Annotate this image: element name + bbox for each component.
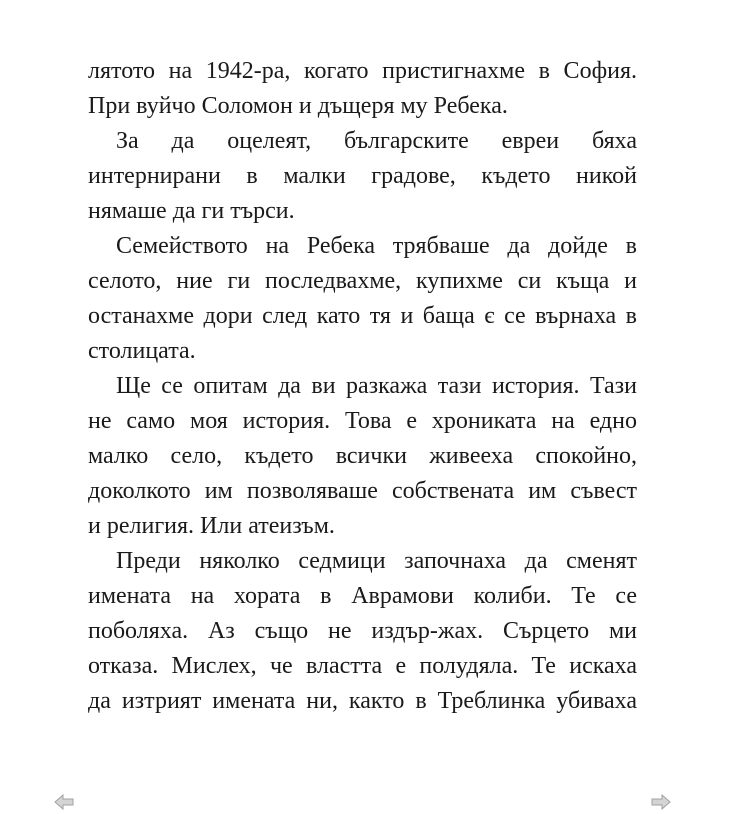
text-line: столицата. [88, 338, 196, 364]
text-line: имената на хората в Аврамови колиби. Те се [88, 583, 637, 609]
paragraph [88, 124, 637, 229]
text-line: малко село, където всички живееха спокойно, [88, 443, 637, 469]
paragraph [88, 229, 637, 369]
text-line: лятото на 1942-ра, когато пристигнахме в София. [88, 58, 637, 84]
text-line: и религия. Или атеизъм. [88, 513, 335, 539]
arrow-right-icon [651, 794, 671, 810]
arrow-left-icon [54, 794, 74, 810]
text-line: поболяха. Аз също не издър-жах. Сърцето ми [88, 618, 637, 644]
page-text [88, 54, 637, 719]
text-line: Преди няколко седмици започнаха да сменят [116, 548, 637, 574]
text-line: нямаше да ги търси. [88, 198, 295, 224]
text-line: селото, ние ги последвахме, купихме си къща и [88, 268, 637, 294]
text-line: да изтрият имената ни, както в Треблинка убиваха [88, 688, 637, 714]
text-line: доколкото им позволяваше собствената им съвест [88, 478, 637, 504]
text-line: останахме дори след като тя и баща є се върнаха в [88, 303, 637, 329]
text-line: интернирани в малки градове, където никой [88, 163, 637, 189]
previous-page-button[interactable] [54, 794, 74, 810]
text-line: не само моя история. Това е хрониката на едно [88, 408, 637, 434]
paragraph [88, 54, 637, 124]
text-line: За да оцелеят, българските евреи бяха [116, 128, 637, 154]
text-line: отказа. Мислех, че властта е полудяла. Те искаха [88, 653, 637, 679]
paragraph [88, 369, 637, 544]
text-line: Ще се опитам да ви разкажа тази история. Тази [116, 373, 637, 399]
text-line: При вуйчо Соломон и дъщеря му Ребека. [88, 93, 508, 119]
text-line: Семейството на Ребека трябваше да дойде в [116, 233, 637, 259]
paragraph [88, 544, 637, 719]
next-page-button[interactable] [651, 794, 671, 810]
